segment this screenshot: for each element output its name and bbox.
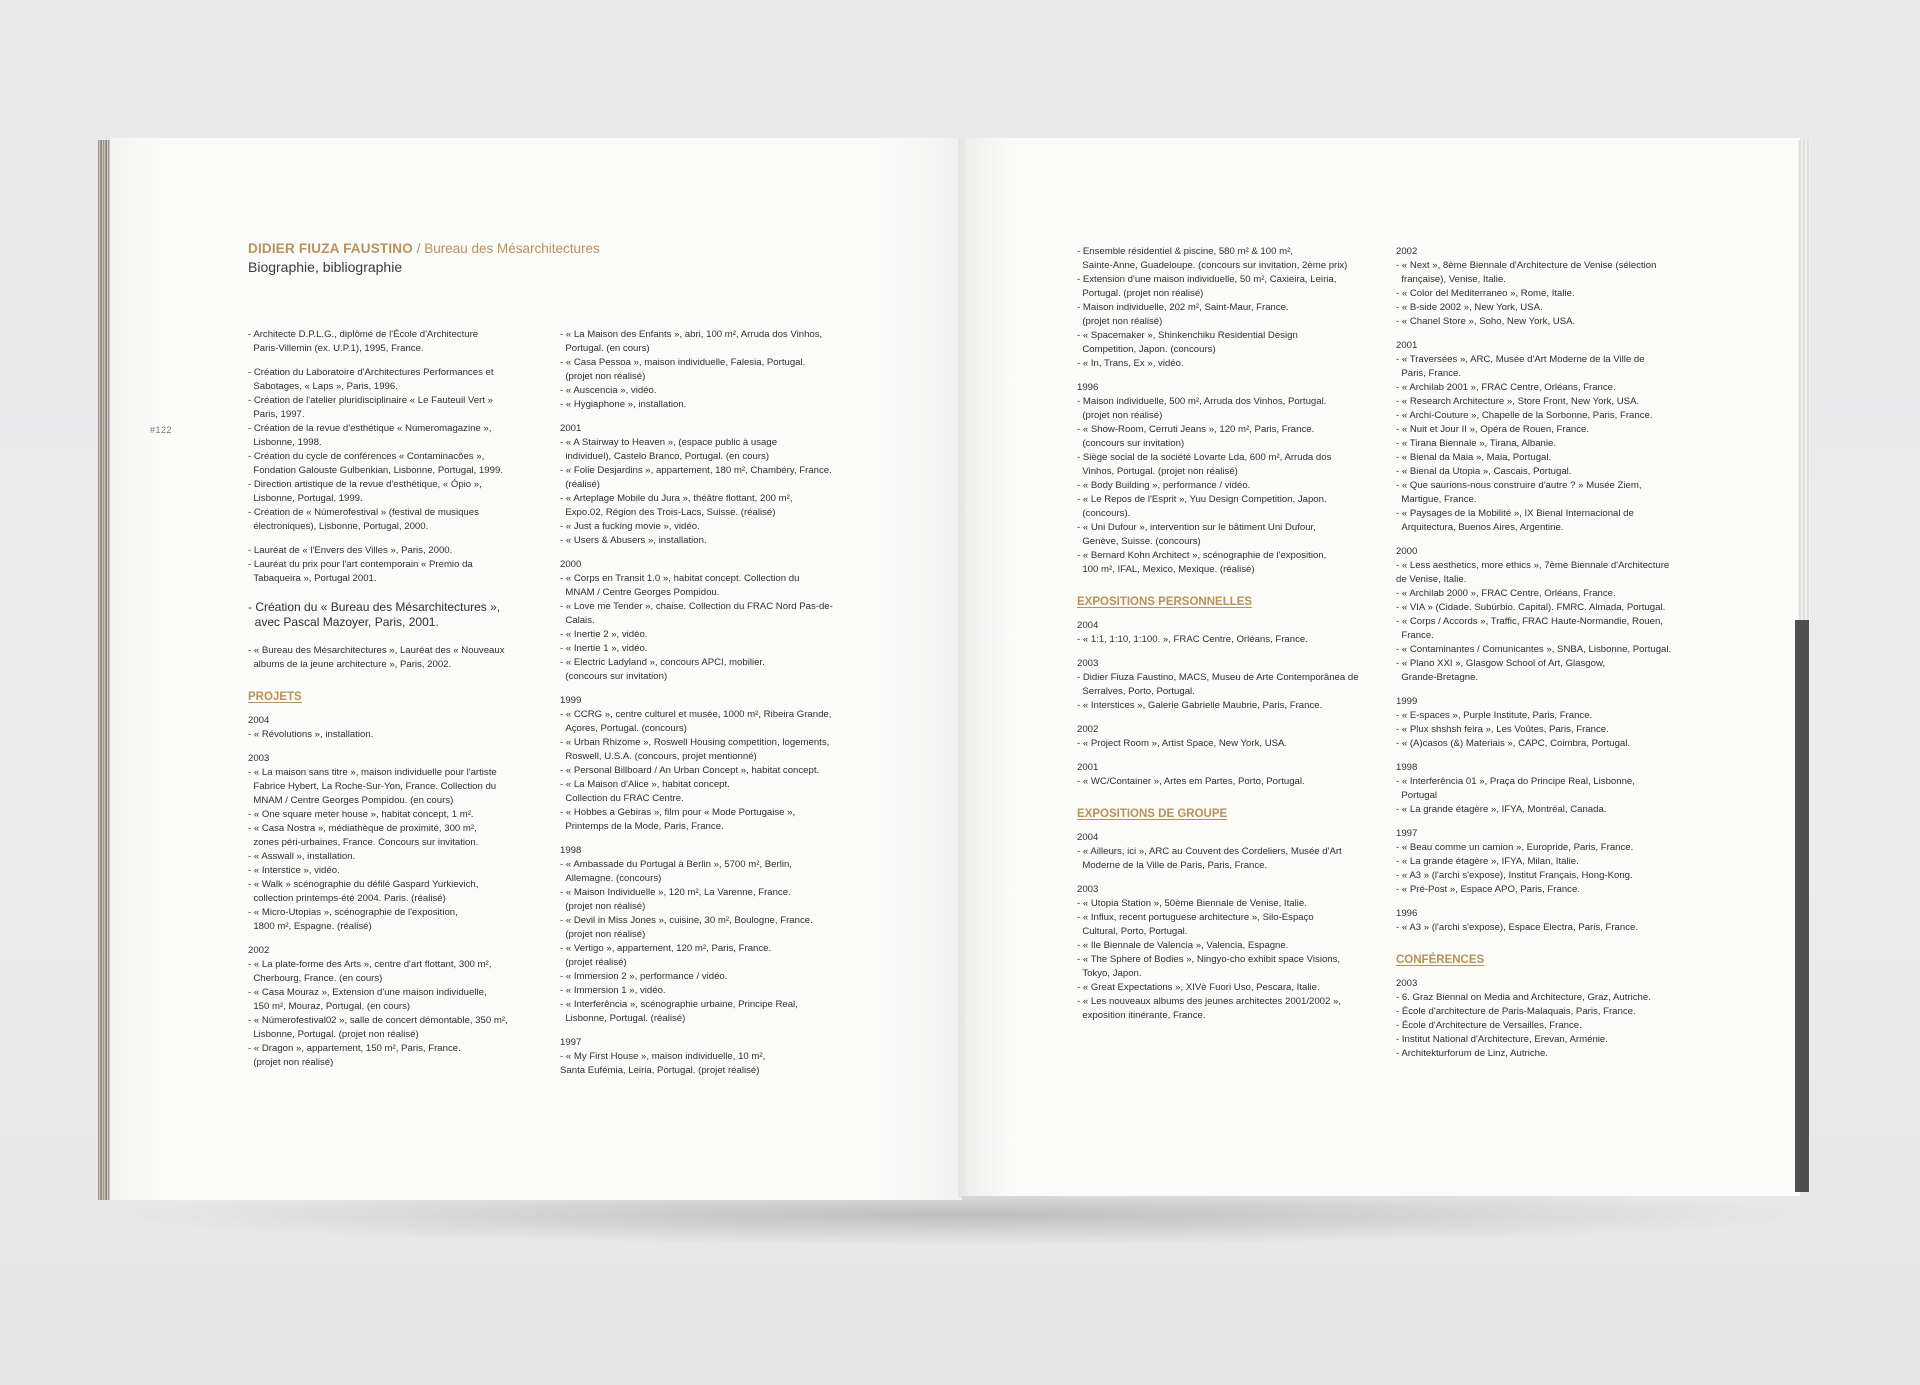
- text-line: - « Personal Billboard / An Urban Concept », habitat concept.: [560, 765, 820, 776]
- spacer: [1396, 535, 1696, 545]
- bureau-award: [248, 644, 518, 672]
- text-line: 2004: [248, 715, 270, 726]
- text-line: Grande-Bretagne.: [1396, 672, 1479, 683]
- text-line: 1997: [1396, 828, 1418, 839]
- text-line: Martigue, France.: [1396, 494, 1477, 505]
- text-line: - « Asswall », installation.: [248, 851, 356, 862]
- text-line: 2001: [1077, 762, 1099, 773]
- text-line: Açores, Portugal. (concours): [560, 723, 687, 734]
- text-line: - « Plux shshsh feira », Les Voûtes, Paris, France.: [1396, 724, 1609, 735]
- text-line: - « Les nouveaux albums des jeunes architectes 2001/2002 »,: [1077, 996, 1342, 1007]
- text-line: Cherbourg, France. (en cours): [248, 973, 383, 984]
- text-line: de Venise, Italie.: [1396, 574, 1467, 585]
- text-line: individuel), Castelo Branco, Portugal. (en cours): [560, 451, 770, 462]
- expo-groupe-heading: EXPOSITIONS DE GROUPE: [1077, 808, 1228, 820]
- text-line: Portugal: [1396, 790, 1438, 801]
- text-line: - « Que saurions-nous construire d'autre ? » Musée Ziem,: [1396, 480, 1642, 491]
- text-line: 2002: [248, 945, 270, 956]
- text-line: Fondation Galouste Gulbenkian, Lisbonne, Portugal, 1999.: [248, 465, 503, 476]
- spacer: [560, 1026, 860, 1036]
- text-line: France.: [1396, 630, 1434, 641]
- text-line: - « Interstices », Galerie Gabrielle Maubrie, Paris, France.: [1077, 700, 1323, 711]
- text-line: (projet non réalisé): [248, 1057, 334, 1068]
- text-line: - « La grande étagère », IFYA, Milan, Italie.: [1396, 856, 1579, 867]
- spacer: [1396, 329, 1696, 339]
- projets-heading: PROJETS: [248, 691, 302, 703]
- text-line: 2002: [1077, 724, 1099, 735]
- text-line: - « Micro-Utopias », scénographie de l'exposition,: [248, 907, 458, 918]
- text-line: Tabaqueira », Portugal 2001.: [248, 573, 377, 584]
- text-line: - « Electric Ladyland », concours APCI, mobilier.: [560, 657, 765, 668]
- text-line: 1997: [560, 1037, 582, 1048]
- projets-list: [248, 714, 518, 1070]
- text-line: - « CCRG », centre culturel et musée, 1000 m², Ribeira Grande,: [560, 709, 832, 720]
- text-line: MNAM / Centre Georges Pompidou. (en cours): [248, 795, 454, 806]
- text-line: - « Immersion 2 », performance / vidéo.: [560, 971, 728, 982]
- text-line: - « Less aesthetics, more ethics », 7ème Biennale d'Architecture: [1396, 560, 1670, 571]
- text-line: - « Nuit et Jour II », Opéra de Rouen, France.: [1396, 424, 1590, 435]
- text-line: (réalisé): [560, 479, 600, 490]
- text-line: (concours sur invitation): [560, 671, 668, 682]
- text-line: Lisbonne, Portugal. (réalisé): [560, 1013, 686, 1024]
- column-2: [560, 328, 860, 1078]
- text-line: - « Love me Tender », chaise. Collection du FRAC Nord Pas-de-: [560, 601, 833, 612]
- text-line: - « The Sphere of Bodies », Ningyo-cho exhibit space Visions,: [1077, 954, 1341, 965]
- text-line: - « Contaminantes / Comunicantes », SNBA, Lisbonne, Portugal.: [1396, 644, 1672, 655]
- text-line: - « Corps en Transit 1.0 », habitat concept. Collection du: [560, 573, 800, 584]
- text-line: - « A3 » (l'archi s'expose), Espace Electra, Paris, France.: [1396, 922, 1639, 933]
- text-line: - « Traversées », ARC, Musée d'Art Moderne de la Ville de: [1396, 354, 1645, 365]
- text-line: 1999: [1396, 696, 1418, 707]
- text-line: - « WC/Container », Artes em Partes, Porto, Portugal.: [1077, 776, 1305, 787]
- text-line: Lisbonne, Portugal. (projet non réalisé): [248, 1029, 419, 1040]
- text-line: Calais.: [560, 615, 595, 626]
- office-name: Bureau des Mésarchitectures: [424, 241, 600, 256]
- spacer: [248, 742, 518, 752]
- text-line: 1999: [560, 695, 582, 706]
- text-line: - Création du Laboratoire d'Architectures Performances et: [248, 367, 494, 378]
- text-line: - Extension d'une maison individuelle, 50 m², Caxieira, Leiria,: [1077, 274, 1337, 285]
- text-line: - « Walk » scénographie du défilé Gaspard Yurkievich,: [248, 879, 479, 890]
- text-line: Lisbonne, Portugal, 1999.: [248, 493, 363, 504]
- text-line: Sabotages, « Laps », Paris, 1996.: [248, 381, 398, 392]
- text-line: Cultural, Porto, Portugal.: [1077, 926, 1188, 937]
- column-1: [248, 328, 518, 1070]
- text-line: - Institut National d'Architecture, Erevan, Arménie.: [1396, 1034, 1608, 1045]
- text-line: - « Project Room », Artist Space, New York, USA.: [1077, 738, 1288, 749]
- text-line: - « Plano XXI », Glasgow School of Art, Glasgow,: [1396, 658, 1606, 669]
- text-line: Collection du FRAC Centre.: [560, 793, 684, 804]
- text-line: Genève, Suisse. (concours): [1077, 536, 1201, 547]
- text-line: zones péri-urbaines, France. Concours sur invitation.: [248, 837, 479, 848]
- text-line: - « Tirana Biennale », Tirana, Albanie.: [1396, 438, 1556, 449]
- text-line: - Création de l'atelier pluridisciplinaire « Le Fauteuil Vert »: [248, 395, 494, 406]
- text-line: 1996: [1396, 908, 1418, 919]
- bio-list: [248, 328, 518, 586]
- text-line: Competition, Japon. (concours): [1077, 344, 1216, 355]
- spacer: [1396, 817, 1696, 827]
- text-line: (concours).: [1077, 508, 1131, 519]
- text-line: 2001: [1396, 340, 1418, 351]
- text-line: - Direction artistique de la revue d'esthétique, « Ópio »,: [248, 479, 482, 490]
- text-line: - « La grande étagère », IFYA, Montréal, Canada.: [1396, 804, 1607, 815]
- text-line: 2003: [248, 753, 270, 764]
- projets-list-continued-2: [1077, 245, 1377, 577]
- text-line: (projet non réalisé): [560, 901, 646, 912]
- title-separator: /: [412, 241, 425, 256]
- expo-groupe-list-continued: [1396, 245, 1696, 935]
- text-line: - « La plate-forme des Arts », centre d'art flottant, 300 m²,: [248, 959, 492, 970]
- expo-personnelles-heading: EXPOSITIONS PERSONNELLES: [1077, 596, 1253, 608]
- column-4: [1396, 245, 1696, 1061]
- text-line: exposition itinérante, France.: [1077, 1010, 1206, 1021]
- text-line: - Création de « Númerofestival » (festival de musiques: [248, 507, 479, 518]
- text-line: - « La maison sans titre », maison individuelle pour l'artiste: [248, 767, 497, 778]
- text-line: 1800 m², Espagne. (réalisé): [248, 921, 372, 932]
- text-line: - « A Stairway to Heaven », (espace public à usage: [560, 437, 778, 448]
- text-line: - « A3 » (l'archi s'expose), Institut Français, Hong-Kong.: [1396, 870, 1633, 881]
- text-line: - « My First House », maison individuelle, 10 m²,: [560, 1051, 766, 1062]
- spacer: [1077, 371, 1377, 381]
- text-line: 2000: [560, 559, 582, 570]
- text-line: - « Bureau des Mésarchitectures », Lauréat des « Nouveaux: [248, 645, 505, 656]
- text-line: - « Spacemaker », Shinkenchiku Residential Design: [1077, 330, 1298, 341]
- text-line: - « Casa Nostra », médiathèque de proximité, 300 m²,: [248, 823, 477, 834]
- section-tab: [1795, 620, 1809, 1192]
- text-line: - « Inertie 2 », vidéo.: [560, 629, 648, 640]
- text-line: Lisbonne, 1998.: [248, 437, 322, 448]
- text-line: - « Next », 8ème Biennale d'Architecture de Venise (sélection: [1396, 260, 1657, 271]
- text-line: - « Paysages de la Mobilité », IX Bienal Internacional de: [1396, 508, 1634, 519]
- text-line: - « Archilab 2001 », FRAC Centre, Orléans, France.: [1396, 382, 1616, 393]
- text-line: Santa Eufémia, Leiria, Portugal. (projet réalisé): [560, 1065, 760, 1076]
- author-name: DIDIER FIUZA FAUSTINO: [248, 241, 413, 256]
- text-line: Arquitectura, Buenos Aires, Argentine.: [1396, 522, 1564, 533]
- text-line: - « VIA » (Cidade. Subúrbio. Capital). FMRC. Almada, Portugal.: [1396, 602, 1666, 613]
- text-line: Expo.02, Région des Trois-Lacs, Suisse. (réalisé): [560, 507, 776, 518]
- text-line: - « Body Building », performance / vidéo.: [1077, 480, 1251, 491]
- text-line: - 6. Graz Biennal on Media and Architecture, Graz, Autriche.: [1396, 992, 1651, 1003]
- text-line: - « In, Trans, Ex », vidéo.: [1077, 358, 1184, 369]
- text-line: 2004: [1077, 832, 1099, 843]
- text-line: - « La Maison d'Alice », habitat concept.: [560, 779, 730, 790]
- text-line: Fabrice Hybert, La Roche-Sur-Yon, France. Collection du: [248, 781, 497, 792]
- text-line: française), Venise, Italie.: [1396, 274, 1506, 285]
- spacer: [560, 412, 860, 422]
- text-line: Paris, France.: [1396, 368, 1462, 379]
- spacer: [560, 834, 860, 844]
- text-line: Serralves, Porto, Portugal.: [1077, 686, 1195, 697]
- text-line: - « Inertie 1 », vidéo.: [560, 643, 648, 654]
- text-line: Paris, 1997.: [248, 409, 305, 420]
- spacer: [1396, 897, 1696, 907]
- text-line: - « Utopia Station », 50ème Biennale de Venise, Italie.: [1077, 898, 1307, 909]
- text-line: - « (A)casos (&) Materiais », CAPC, Coimbra, Portugal.: [1396, 738, 1631, 749]
- text-line: - « Dragon », appartement, 150 m², Paris, France.: [248, 1043, 461, 1054]
- text-line: 2002: [1396, 246, 1418, 257]
- text-line: - « Hygiaphone », installation.: [560, 399, 687, 410]
- text-line: - « Bienal da Utopia », Cascais, Portugal.: [1396, 466, 1572, 477]
- text-line: - « Casa Pessoa », maison individuelle, Falesia, Portugal.: [560, 357, 806, 368]
- text-line: - « Research Architecture », Store Front, New York, USA.: [1396, 396, 1640, 407]
- text-line: - « Corps / Accords », Traffic, FRAC Haute-Normandie, Rouen,: [1396, 616, 1663, 627]
- spacer: [560, 548, 860, 558]
- text-line: albums de la jeune architecture », Paris, 2002.: [248, 659, 452, 670]
- spacer: [248, 356, 518, 366]
- spacer: [1077, 873, 1377, 883]
- text-line: - « Archilab 2000 », FRAC Centre, Orléans, France.: [1396, 588, 1616, 599]
- text-line: 2003: [1077, 658, 1099, 669]
- text-line: - Lauréat de « l'Envers des Villes », Paris, 2000.: [248, 545, 453, 556]
- text-line: MNAM / Centre Georges Pompidou.: [560, 587, 720, 598]
- text-line: - « Urban Rhizome », Roswell Housing competition, logements,: [560, 737, 830, 748]
- spacer: [1396, 751, 1696, 761]
- text-line: - Maison individuelle, 202 m², Saint-Maur, France.: [1077, 302, 1289, 313]
- expo-groupe-list: [1077, 831, 1377, 1023]
- text-line: collection printemps-été 2004. Paris. (réalisé): [248, 893, 446, 904]
- text-line: (concours sur invitation): [1077, 438, 1185, 449]
- text-line: - Création du « Bureau des Mésarchitectures »,: [248, 600, 501, 614]
- text-line: - « 1:1, 1:10, 1:100. », FRAC Centre, Orléans, France.: [1077, 634, 1308, 645]
- text-line: - « Interferência 01 », Praça do Principe Real, Lisbonne,: [1396, 776, 1635, 787]
- text-line: - École d'architecture de Paris-Malaquais, Paris, France.: [1396, 1006, 1636, 1017]
- text-line: - Didier Fiuza Faustino, MACS, Museu de Arte Contemporânea de: [1077, 672, 1359, 683]
- text-line: - « Bienal da Maia », Maia, Portugal.: [1396, 452, 1552, 463]
- text-line: (projet non réalisé): [1077, 316, 1163, 327]
- page-subtitle: Biographie, bibliographie: [248, 259, 403, 275]
- page-number: #122: [150, 425, 173, 435]
- spacer: [248, 534, 518, 544]
- text-line: électroniques), Lisbonne, Portugal, 2000.: [248, 521, 429, 532]
- text-line: 150 m², Mouraz, Portugal. (en cours): [248, 1001, 411, 1012]
- text-line: - « Ile Biennale de Valencia », Valencia, Espagne.: [1077, 940, 1289, 951]
- text-line: - « Vertigo », appartement, 120 m², Paris, France.: [560, 943, 772, 954]
- text-line: 2000: [1396, 546, 1418, 557]
- text-line: avec Pascal Mazoyer, Paris, 2001.: [248, 615, 439, 629]
- text-line: 100 m², IFAL, Mexico, Mexique. (réalisé): [1077, 564, 1255, 575]
- text-line: - « Le Repos de l'Esprit », Yuu Design Competition, Japon.: [1077, 494, 1327, 505]
- text-line: - « Bernard Kohn Architect », scénographie de l'exposition,: [1077, 550, 1327, 561]
- text-line: - « Users & Abusers », installation.: [560, 535, 707, 546]
- projets-list-continued: [560, 328, 860, 1078]
- spacer: [560, 684, 860, 694]
- text-line: - Création du cycle de conférences « Contaminacões »,: [248, 451, 485, 462]
- spacer: [248, 934, 518, 944]
- text-line: - « Arteplage Mobile du Jura », théâtre flottant, 200 m²,: [560, 493, 793, 504]
- text-line: - École d'Architecture de Versailles, France.: [1396, 1020, 1582, 1031]
- text-line: - « Immersion 1 », vidéo.: [560, 985, 666, 996]
- text-line: Vinhos, Portugal. (projet non réalisé): [1077, 466, 1238, 477]
- text-line: - « Casa Mouraz », Extension d'une maison individuelle,: [248, 987, 487, 998]
- text-line: - Lauréat du prix pour l'art contemporain « Premio da: [248, 559, 473, 570]
- text-line: - « Maison Individuelle », 120 m², La Varenne, France.: [560, 887, 791, 898]
- text-line: - Architekturforum de Linz, Autriche.: [1396, 1048, 1548, 1059]
- text-line: Portugal. (en cours): [560, 343, 650, 354]
- text-line: 1996: [1077, 382, 1099, 393]
- column-3: [1077, 245, 1377, 1023]
- text-line: - Siège social de la société Lovarte Lda, 600 m², Arruda dos: [1077, 452, 1332, 463]
- text-line: Allemagne. (concours): [560, 873, 662, 884]
- text-line: - « Hobbes a Gebiras », film pour « Mode Portugaise »,: [560, 807, 796, 818]
- text-line: Tokyo, Japon.: [1077, 968, 1142, 979]
- conferences-list: [1396, 977, 1696, 1061]
- text-line: - « Great Expectations », XIVè Fuori Uso, Pescara, Italie.: [1077, 982, 1320, 993]
- text-line: 2001: [560, 423, 582, 434]
- text-line: - « Folie Desjardins », appartement, 180 m², Chambéry, France.: [560, 465, 832, 476]
- bureau-creation: [248, 600, 518, 630]
- text-line: - Création de la revue d'esthétique « Numeromagazine »,: [248, 423, 492, 434]
- text-line: - « Influx, recent portuguese architecture », Silo-Espaço: [1077, 912, 1314, 923]
- text-line: - « Ambassade du Portugal à Berlin », 5700 m², Berlin,: [560, 859, 792, 870]
- text-line: - « Beau comme un camion », Europride, Paris, France.: [1396, 842, 1634, 853]
- spacer: [1077, 713, 1377, 723]
- text-line: - « Pré-Post », Espace APO, Paris, France.: [1396, 884, 1580, 895]
- text-line: 1998: [560, 845, 582, 856]
- spacer: [1077, 647, 1377, 657]
- text-line: - « Révolutions », installation.: [248, 729, 374, 740]
- text-line: Roswell, U.S.A. (concours, projet mentionné): [560, 751, 757, 762]
- text-line: 2003: [1396, 978, 1418, 989]
- text-line: - « La Maison des Enfants », abri, 100 m², Arruda dos Vinhos,: [560, 329, 823, 340]
- text-line: - « Uni Dufour », intervention sur le bâtiment Uni Dufour,: [1077, 522, 1316, 533]
- book-gutter: [958, 138, 968, 1198]
- text-line: Paris-Villemin (ex. U.P.1), 1995, France.: [248, 343, 424, 354]
- expo-personnelles-list: [1077, 619, 1377, 789]
- text-line: - « Interferência », scénographie urbaine, Principe Real,: [560, 999, 798, 1010]
- spacer: [1077, 751, 1377, 761]
- spacer: [1396, 685, 1696, 695]
- text-line: - Architecte D.P.L.G., diplômé de l'École d'Architecture: [248, 329, 479, 340]
- text-line: Moderne de la Ville de Paris, Paris, France.: [1077, 860, 1268, 871]
- text-line: - Ensemble résidentiel & piscine, 580 m² & 100 m²,: [1077, 246, 1293, 257]
- text-line: (projet réalisé): [560, 957, 627, 968]
- text-line: 1998: [1396, 762, 1418, 773]
- text-line: (projet non réalisé): [560, 929, 646, 940]
- text-line: - « Ailleurs, ici », ARC au Couvent des Cordeliers, Musée d'Art: [1077, 846, 1342, 857]
- text-line: - « B-side 2002 », New York, USA.: [1396, 302, 1543, 313]
- text-line: Portugal. (projet non réalisé): [1077, 288, 1204, 299]
- text-line: - « Númerofestival02 », salle de concert démontable, 350 m²,: [248, 1015, 508, 1026]
- text-line: - « Auscencia », vidéo.: [560, 385, 657, 396]
- text-line: 2003: [1077, 884, 1099, 895]
- text-line: (projet non réalisé): [1077, 410, 1163, 421]
- text-line: Printemps de la Mode, Paris, France.: [560, 821, 724, 832]
- text-line: - « E-spaces », Purple Institute, Paris, France.: [1396, 710, 1593, 721]
- text-line: - « Show-Room, Cerruti Jeans », 120 m², Paris, France.: [1077, 424, 1315, 435]
- text-line: - « Archi-Couture », Chapelle de la Sorbonne, Paris, France.: [1396, 410, 1653, 421]
- text-line: - « Just a fucking movie », vidéo.: [560, 521, 700, 532]
- text-line: (projet non réalisé): [560, 371, 646, 382]
- text-line: - « Interstice », vidéo.: [248, 865, 340, 876]
- text-line: Sainte-Anne, Guadeloupe. (concours sur invitation, 2ème prix): [1077, 260, 1348, 271]
- page-title: [248, 240, 600, 276]
- text-line: 2004: [1077, 620, 1099, 631]
- text-line: - « Devil in Miss Jones », cuisine, 30 m², Boulogne, France.: [560, 915, 813, 926]
- text-line: - Maison individuelle, 500 m², Arruda dos Vinhos, Portugal.: [1077, 396, 1327, 407]
- text-line: - « Color del Mediterraneo », Rome, Italie.: [1396, 288, 1575, 299]
- conferences-heading: CONFÉRENCES: [1396, 954, 1485, 966]
- text-line: - « Chanel Store », Soho, New York, USA.: [1396, 316, 1576, 327]
- text-line: - « One square meter house », habitat concept, 1 m².: [248, 809, 474, 820]
